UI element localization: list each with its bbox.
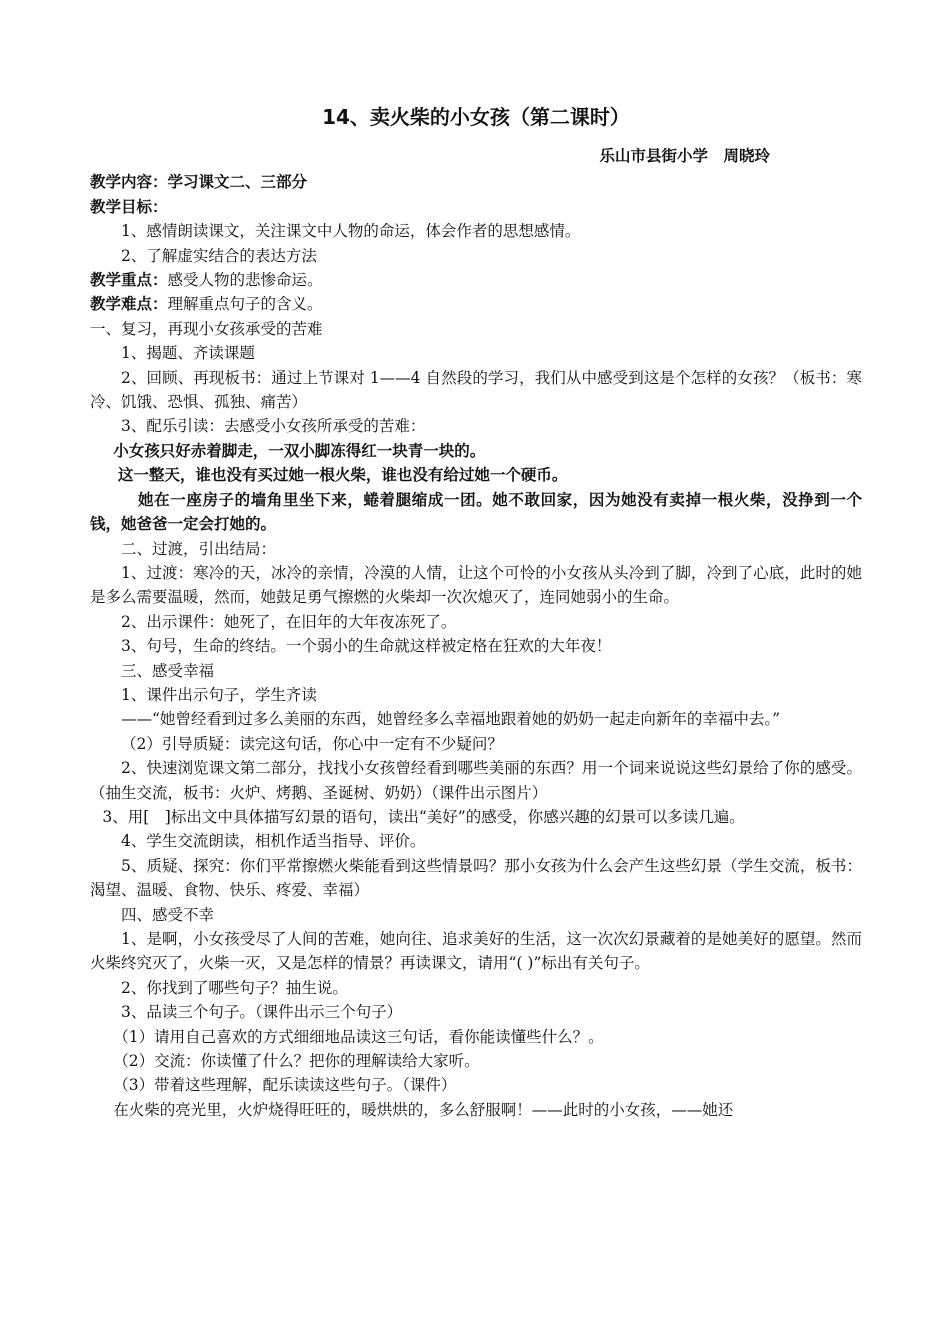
paragraph: 在火柴的亮光里，火炉烧得旺旺的，暖烘烘的，多么舒服啊！——此时的小女孩，——她还 [113,1100,734,1119]
document-page [90,100,862,1122]
paragraph: 3、品读三个句子。（课件出示三个句子） [121,1003,403,1022]
goal-item: 1、感情朗读课文，关注课文中人物的命运，体会作者的思想感情。 [121,222,581,241]
paragraph: ——“她曾经看到过多么美丽的东西，她曾经多么幸福地跟着她的奶奶一起走向新年的幸福中去。” [121,710,781,729]
quoted-sentence: 小女孩只好赤着脚走，一双小脚冻得红一块青一块的。 [113,441,486,460]
paragraph: （2）引导质疑：读完这句话，你心中一定有不少疑问？ [121,734,503,753]
paragraph: 2、出示课件：她死了，在旧年的大年夜冻死了。 [121,612,457,631]
paragraph: 3、句号，生命的终结。一个弱小的生命就这样被定格在狂欢的大年夜！ [121,637,612,656]
line-text: 学习课文二、三部分 [167,173,308,192]
difficulty-line [90,292,862,316]
paragraph: 1、课件出示句子，学生齐读 [121,685,317,704]
line-label: 教学内容： [90,173,168,192]
line-label: 教学重点： [90,271,168,290]
document-title: 14、卖火柴的小女孩（第二课时） [322,105,630,129]
goal-item: 2、了解虚实结合的表达方法 [121,246,317,265]
line-label: 教学难点： [90,295,168,314]
paragraph: 3、用[ ]标出文中具体描写幻景的语句，读出“美好”的感受，你感兴趣的幻景可以多读几遍。 [102,807,745,826]
key-point-line [90,268,862,292]
paragraph: 1、过渡：寒冷的天，冰冷的亲情，冷漠的人情，让这个可怜的小女孩从头冷到了脚，冷到了心底，此时的她是多么需要温暖，然而，她鼓足勇气擦燃的火柴却一次次熄灭了，连同她弱小的生命。 [90,563,862,607]
line-text: 理解重点句子的含义。 [167,295,323,314]
paragraph: 1、揭题、齐读课题 [121,344,255,363]
paragraph: 5、质疑、探究：你们平常擦燃火柴能看到这些情景吗？那小女孩为什么会产生这些幻景（学生交流，板书：渴望、温暖、食物、快乐、疼爱、幸福） [90,856,862,900]
teaching-goals-heading [90,195,862,219]
paragraph: 2、回顾、再现板书：通过上节课对 1——4 自然段的学习，我们从中感受到这是个怎样的女孩？（板书：寒冷、饥饿、恐惧、孤独、痛苦） [90,368,862,412]
paragraph: 2、你找到了哪些句子？抽生说。 [121,978,348,997]
section-heading: 一、复习，再现小女孩承受的苦难 [90,319,323,338]
paragraph: 3、配乐引读：去感受小女孩所承受的苦难： [121,417,426,436]
line-text: 感受人物的悲惨命运。 [167,271,323,290]
quoted-sentence: 这一整天，谁也没有买过她一根火柴，谁也没有给过她一个硬币。 [117,466,568,485]
paragraph: （2）交流：你读懂了什么？把你的理解读给大家听。 [113,1052,480,1071]
paragraph: 4、学生交流朗读，相机作适当指导、评价。 [121,832,426,851]
paragraph: （3）带着这些理解，配乐读读这些句子。（课件） [113,1076,457,1095]
quoted-sentence: 她在一座房子的墙角里坐下来，蜷着腿缩成一团。她不敢回家，因为她没有卖掉一根火柴，没挣到一个钱，她爸爸一定会打她的。 [90,490,862,534]
teaching-content-line [90,170,862,194]
author-line: 乐山市县街小学 周晓玲 [599,147,770,165]
paragraph: （1）请用自己喜欢的方式细细地品读这三句话，看你能读懂些什么？。 [113,1027,604,1046]
section-heading: 二、过渡，引出结局： [121,539,277,558]
section-heading: 四、感受不幸 [121,905,215,924]
paragraph: 2、快速浏览课文第二部分，找找小女孩曾经看到哪些美丽的东西？用一个词来说说这些幻景给了你的感受。（抽生交流，板书：火炉、烤鹅、圣诞树、奶奶）（课件出示图片） [90,759,862,802]
paragraph: 1、是啊，小女孩受尽了人间的苦难，她向往、追求美好的生活，这一次次幻景藏着的是她美好的愿望。然而火柴终究灭了，火柴一灭，又是怎样的情景？再读课文，请用“( )”标出有关句子。 [90,930,862,973]
section-heading: 三、感受幸福 [121,661,215,680]
line-label: 教学目标： [90,197,168,216]
